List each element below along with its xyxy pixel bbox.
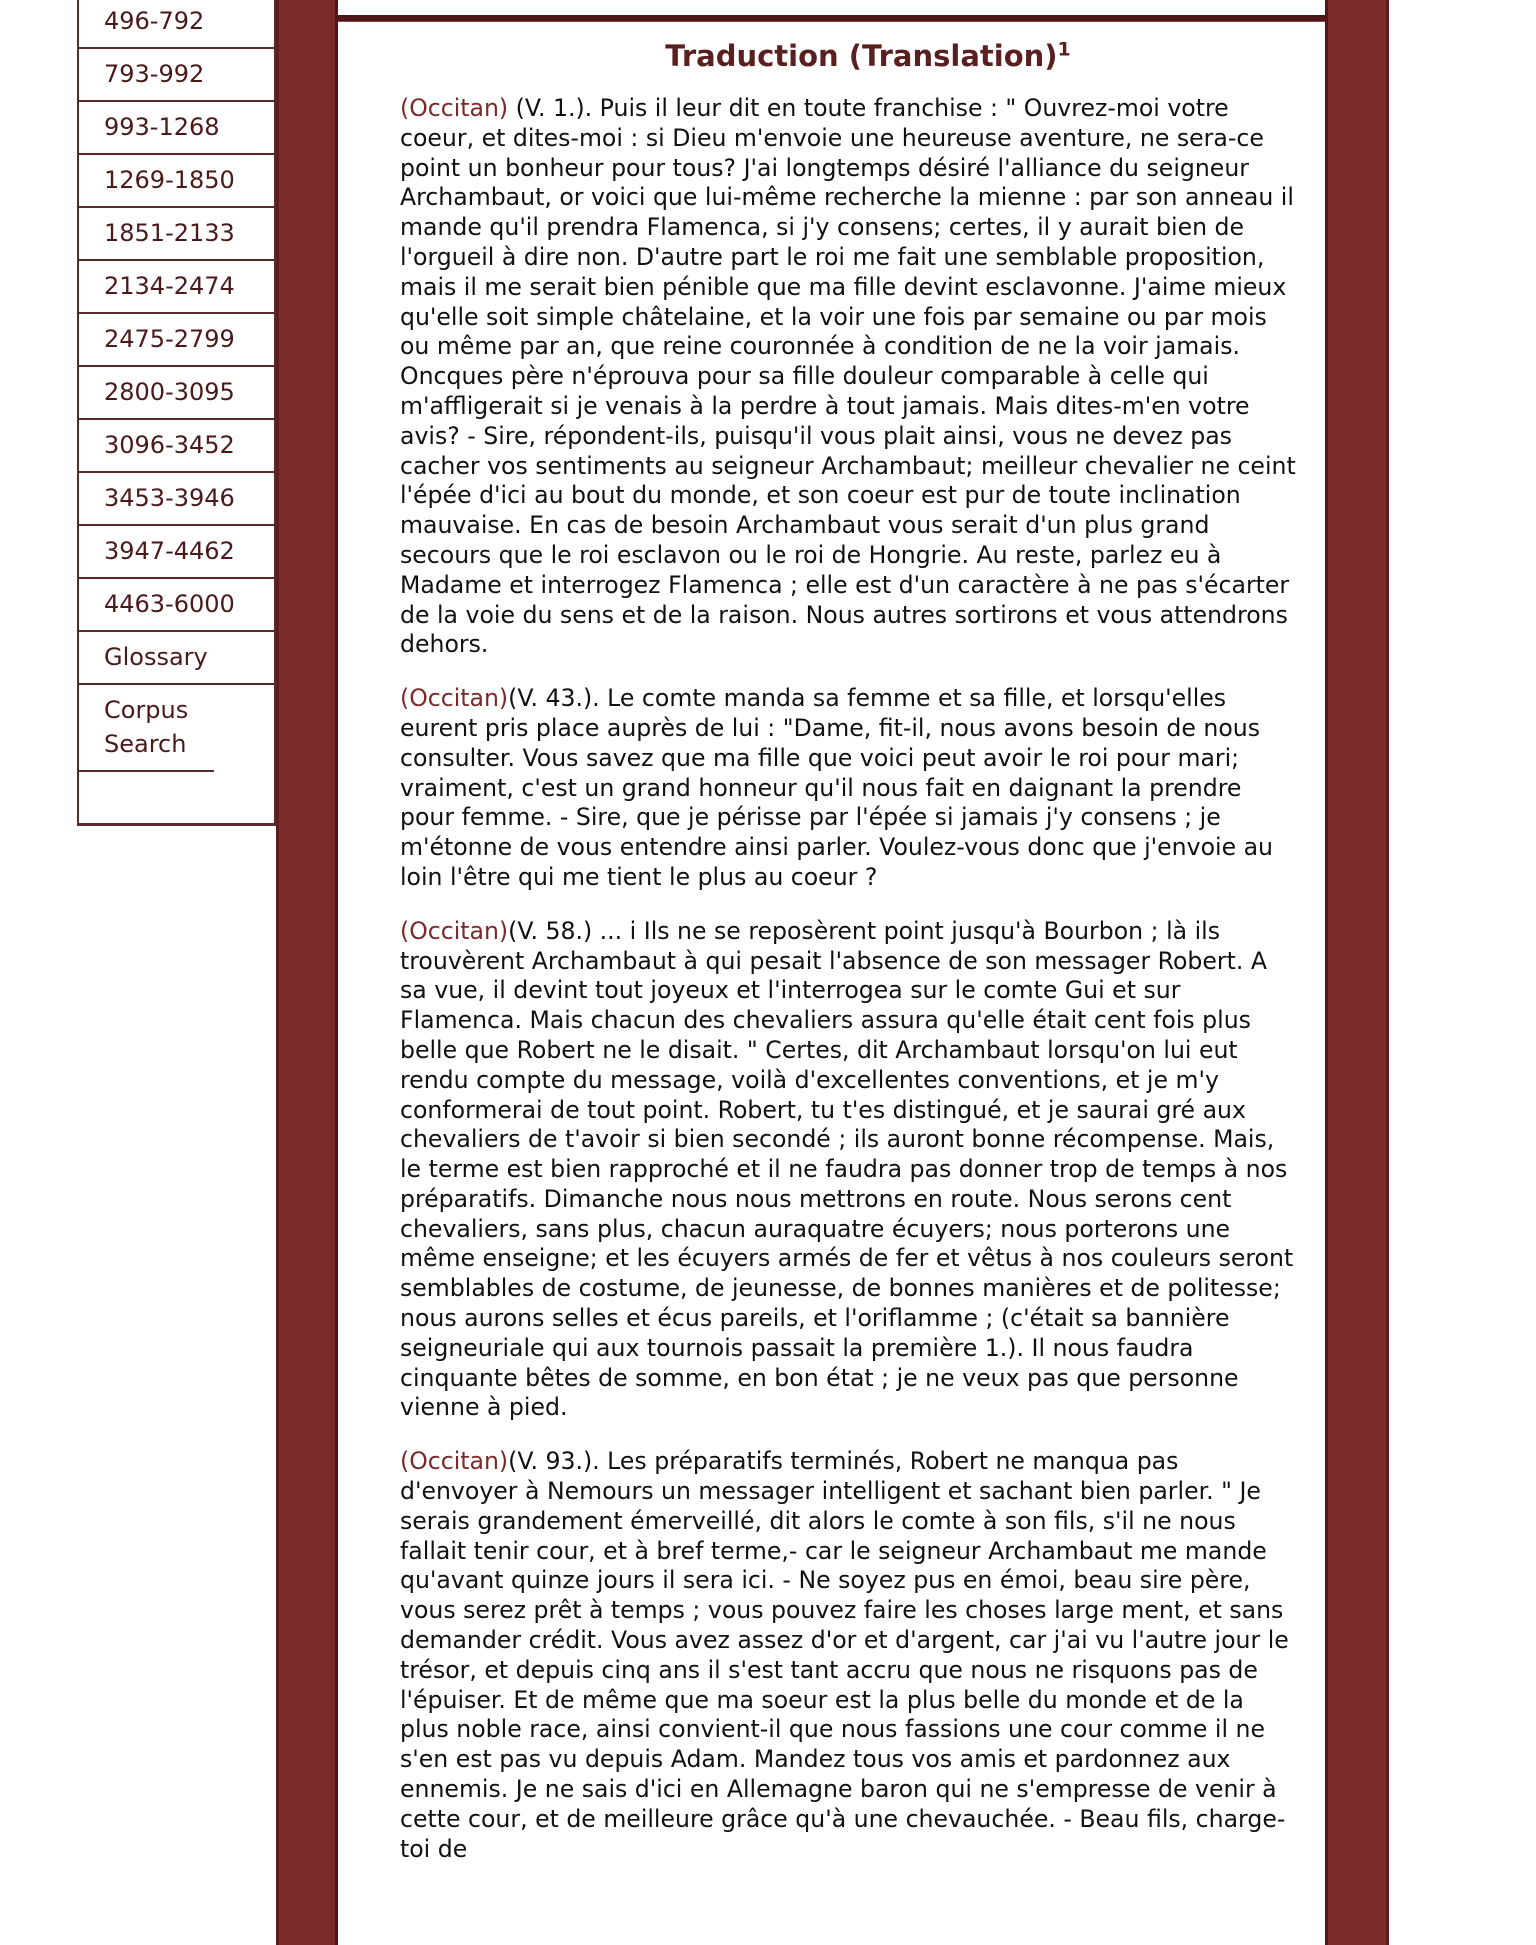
page-title-text: Traduction (Translation)	[665, 39, 1058, 73]
sidebar-item-3096-3452[interactable]: 3096-3452	[79, 420, 274, 473]
translation-content	[400, 32, 1300, 1888]
paragraph-v58	[400, 917, 1300, 1424]
sidebar-empty-row	[79, 772, 274, 823]
sidebar-item-2475-2799[interactable]: 2475-2799	[79, 314, 274, 367]
sidebar-item-2800-3095[interactable]: 2800-3095	[79, 367, 274, 420]
sidebar-item-793-992[interactable]: 793-992	[79, 49, 274, 102]
paragraph-v43	[400, 684, 1300, 893]
page-title	[400, 36, 1300, 76]
top-divider	[338, 15, 1325, 21]
sidebar-item-1851-2133[interactable]: 1851-2133	[79, 208, 274, 261]
paragraph-v93	[400, 1447, 1300, 1864]
sidebar-item-3947-4462[interactable]: 3947-4462	[79, 526, 274, 579]
paragraph-v1	[400, 94, 1300, 660]
sidebar-item-496-792[interactable]: 496-792	[79, 0, 274, 49]
right-frame-bar	[1325, 0, 1389, 1945]
paragraph-text: (V. 58.) ... i Ils ne se reposèrent point jusqu'à Bourbon ; là ils trouvèrent Archambaut à qui pesait l'absence de son messager Robert. A sa vue, il devint tout joyeux et l'interrogea sur le comte Gui et sur Flamenca. Mais chacun des chevaliers assura qu'elle était cent fois plus belle que Robert ne le disait. " Certes, dit Archambaut lorsqu'on lui eut rendu compte du message, voilà d'excellentes conventions, et je m'y conformerai de tout point. Robert, tu t'es distingué, et je saurai gré aux chevaliers de t'avoir si bien secondé ; ils auront bonne récompense. Mais, le terme est bien rapproché et il ne faudra pas donner trop de temps à nos préparatifs. Dimanche nous nous mettrons en route. Nous serons cent chevaliers, sans plus, chacun auraquatre écuyers; nous porterons une même enseigne; et les écuyers armés de fer et vêtus à nos couleurs seront semblables de costume, de jeunesse, de bonnes manières et de politesse; nous aurons selles et écus pareils, et l'oriflamme ; (c'était sa bannière seigneuriale qui aux tournois passait la première 1.). Il nous faudra cinquante bêtes de somme, en bon état ; je ne veux pas que personne vienne à pied.	[400, 916, 1294, 1422]
sidebar-item-993-1268[interactable]: 993-1268	[79, 102, 274, 155]
paragraph-text: (V. 43.). Le comte manda sa femme et sa fille, et lorsqu'elles eurent pris place auprès de lui : "Dame, fit-il, nous avons besoin de nous consulter. Vous savez que ma fille que voici peut avoir le roi pour mari; vraiment, c'est un grand honneur qu'il nous fait en daignant la prendre pour femme. - Sire, que je périsse par l'épée si jamais j'y consens ; je m'étonne de vous entendre ainsi parler. Voulez-vous donc que j'envoie au loin l'être qui me tient le plus au coeur ?	[400, 684, 1273, 891]
occitan-link[interactable]: (Occitan)	[400, 916, 509, 945]
occitan-link[interactable]: (Occitan)	[400, 684, 509, 713]
sidebar-item-1269-1850[interactable]: 1269-1850	[79, 155, 274, 208]
left-frame-bar	[276, 0, 338, 1945]
sidebar-item-4463-6000[interactable]: 4463-6000	[79, 579, 274, 632]
occitan-link[interactable]: (Occitan)	[400, 1447, 509, 1476]
sidebar-item-2134-2474[interactable]: 2134-2474	[79, 261, 274, 314]
title-footnote-link[interactable]: 1	[1057, 38, 1071, 61]
sidebar-item-glossary[interactable]: Glossary	[79, 632, 274, 685]
sidebar-nav	[77, 0, 276, 826]
sidebar-item-3453-3946[interactable]: 3453-3946	[79, 473, 274, 526]
occitan-link[interactable]: (Occitan)	[400, 94, 509, 122]
paragraph-text: (V. 93.). Les préparatifs terminés, Robert ne manqua pas d'envoyer à Nemours un messager intelligent et sachant bien parler. " Je serais grandement émerveillé, dit alors le comte à son fils, s'il ne nous fallait tenir cour, et à bref terme,- car le seigneur Archambaut me mande qu'avant quinze jours il sera ici. - Ne soyez pus en émoi, beau sire père, vous serez prêt à temps ; vous pouvez faire les choses large ment, et sans demander crédit. Vous avez assez d'or et d'argent, car j'ai vu l'autre jour le trésor, et depuis cinq ans il s'est tant accru que nous ne risquons pas de l'épuiser. Et de même que ma soeur est la plus belle du monde et de la plus noble race, ainsi convient-il que nous fassions une cour comme il ne s'en est pas vu depuis Adam. Mandez tous vos amis et pardonnez aux ennemis. Je ne sais d'ici en Allemagne baron qui ne s'empresse de venir à cette cour, et de meilleure grâce qu'à une chevauchée. - Beau fils, charge-toi de	[400, 1447, 1289, 1863]
sidebar-item-corpus-search[interactable]: Corpus Search	[79, 685, 214, 772]
paragraph-text: (V. 1.). Puis il leur dit en toute franchise : " Ouvrez-moi votre coeur, et dites-moi : si Dieu m'envoie une heureuse aventure, ne sera-ce point un bonheur pour tous? J'ai longtemps désiré l'alliance du seigneur Archambaut, or voici que lui-même recherche la mienne : par son anneau il mande qu'il prendra Flamenca, si j'y consens; certes, il y aurait bien de l'orgueil à dire non. D'autre part le roi me fait une semblable proposition, mais il me serait bien pénible que ma fille devint esclavonne. J'aime mieux qu'elle soit simple châtelaine, et la voir une fois par semaine ou par mois ou même par an, que reine couronnée à condition de ne la voir jamais. Oncques père n'éprouva pour sa fille douleur comparable à celle qui m'affligerait si je venais à la perdre à tout jamais. Mais dites-m'en votre avis? - Sire, répondent-ils, puisqu'il vous plait ainsi, vous ne devez pas cacher vos sentiments au seigneur Archambaut; meilleur chevalier ne ceint l'épée d'ici au bout du monde, et son coeur est pur de toute inclination mauvaise. En cas de besoin Archambaut vous serait d'un plus grand secours que le roi esclavon ou le roi de Hongrie. Au reste, parlez eu à Madame et interrogez Flamenca ; elle est d'un caractère à ne pas s'écarter de la voie du sens et de la raison. Nous autres sortirons et vous attendrons dehors.	[400, 94, 1296, 659]
